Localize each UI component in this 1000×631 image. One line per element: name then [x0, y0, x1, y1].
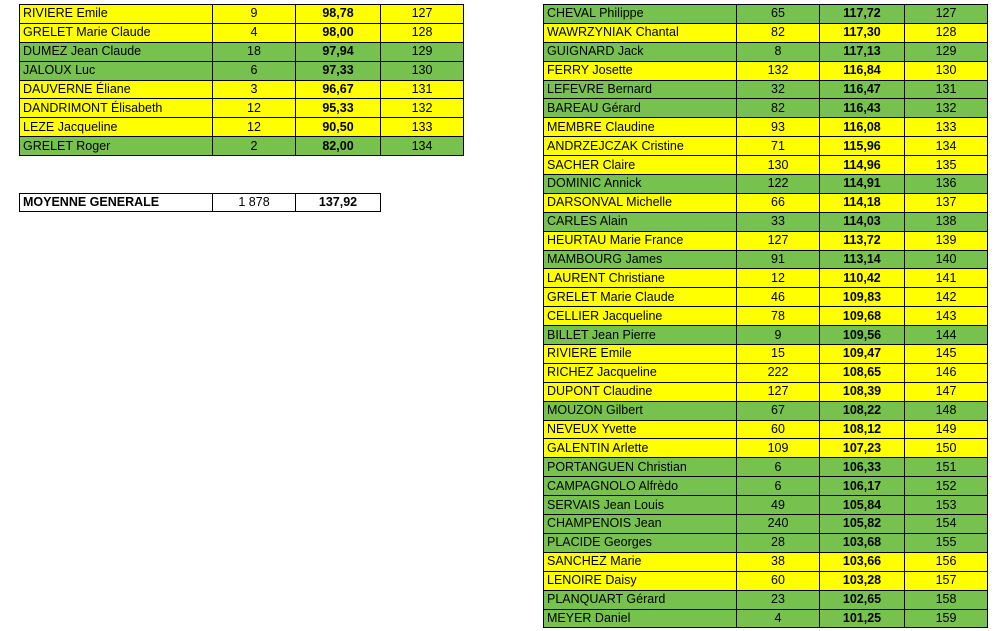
- table-row: [544, 212, 988, 231]
- participant-rank: 128: [905, 23, 988, 42]
- table-row: [544, 61, 988, 80]
- participant-count: 9: [737, 326, 820, 345]
- participant-score: 101,25: [820, 609, 905, 628]
- table-row: [544, 515, 988, 534]
- participant-rank: 142: [905, 288, 988, 307]
- participant-rank: 158: [905, 590, 988, 609]
- participant-rank: 130: [905, 61, 988, 80]
- participant-score: 106,17: [820, 477, 905, 496]
- participant-count: 78: [737, 307, 820, 326]
- participant-count: 32: [737, 80, 820, 99]
- participant-name: DANDRIMONT Élisabeth: [20, 99, 213, 118]
- table-row: [544, 382, 988, 401]
- participant-rank: 150: [905, 439, 988, 458]
- participant-rank: 157: [905, 571, 988, 590]
- participant-count: 122: [737, 175, 820, 194]
- participant-count: 18: [213, 42, 296, 61]
- participant-count: 109: [737, 439, 820, 458]
- participant-name: ANDRZEJCZAK Cristine: [544, 137, 737, 156]
- participant-count: 67: [737, 401, 820, 420]
- table-row: [544, 118, 988, 137]
- participant-score: 110,42: [820, 269, 905, 288]
- participant-name: GUIGNARD Jack: [544, 42, 737, 61]
- participant-rank: 146: [905, 363, 988, 382]
- participant-rank: 135: [905, 156, 988, 175]
- participant-rank: 144: [905, 326, 988, 345]
- participant-name: GRELET Marie Claude: [20, 23, 213, 42]
- participant-count: 12: [213, 118, 296, 137]
- participant-rank: 131: [381, 80, 464, 99]
- participant-score: 115,96: [820, 137, 905, 156]
- participant-score: 102,65: [820, 590, 905, 609]
- participant-count: 132: [737, 61, 820, 80]
- participant-score: 114,18: [820, 193, 905, 212]
- table-row: [544, 156, 988, 175]
- participant-name: GRELET Marie Claude: [544, 288, 737, 307]
- participant-rank: 133: [905, 118, 988, 137]
- table-row: [544, 307, 988, 326]
- participant-rank: 137: [905, 193, 988, 212]
- participant-score: 90,50: [296, 118, 381, 137]
- participant-score: 113,72: [820, 231, 905, 250]
- participant-count: 4: [737, 609, 820, 628]
- table-row: [544, 552, 988, 571]
- participant-name: SANCHEZ Marie: [544, 552, 737, 571]
- participant-rank: 134: [905, 137, 988, 156]
- participant-count: 91: [737, 250, 820, 269]
- participant-count: 12: [213, 99, 296, 118]
- participant-name: LEZE Jacqueline: [20, 118, 213, 137]
- participant-count: 65: [737, 5, 820, 24]
- table-row: [544, 458, 988, 477]
- summary-count: 1 878: [213, 194, 296, 212]
- participant-score: 98,00: [296, 23, 381, 42]
- participant-count: 28: [737, 533, 820, 552]
- participant-score: 106,33: [820, 458, 905, 477]
- table-row: [544, 363, 988, 382]
- participant-count: 71: [737, 137, 820, 156]
- table-row: [544, 533, 988, 552]
- participant-score: 109,83: [820, 288, 905, 307]
- participant-name: NEVEUX Yvette: [544, 420, 737, 439]
- table-row: [20, 42, 464, 61]
- participant-count: 60: [737, 420, 820, 439]
- right-ranking-table: [543, 4, 988, 628]
- table-row: [20, 137, 464, 156]
- participant-count: 46: [737, 288, 820, 307]
- summary-score: 137,92: [296, 194, 381, 212]
- participant-score: 97,33: [296, 61, 381, 80]
- participant-score: 96,67: [296, 80, 381, 99]
- participant-rank: 153: [905, 496, 988, 515]
- participant-name: CAMPAGNOLO Alfrèdo: [544, 477, 737, 496]
- table-row: [20, 80, 464, 99]
- participant-count: 82: [737, 99, 820, 118]
- participant-count: 9: [213, 5, 296, 24]
- participant-name: PORTANGUEN Christian: [544, 458, 737, 477]
- summary-row: [20, 194, 381, 212]
- participant-count: 33: [737, 212, 820, 231]
- participant-rank: 152: [905, 477, 988, 496]
- table-row: [20, 61, 464, 80]
- participant-rank: 156: [905, 552, 988, 571]
- participant-count: 6: [213, 61, 296, 80]
- participant-name: JALOUX Luc: [20, 61, 213, 80]
- table-row: [544, 326, 988, 345]
- participant-name: DARSONVAL Michelle: [544, 193, 737, 212]
- table-row: [544, 345, 988, 364]
- table-row: [544, 496, 988, 515]
- table-row: [544, 401, 988, 420]
- right-ranking-body: [544, 5, 988, 628]
- participant-score: 116,08: [820, 118, 905, 137]
- participant-name: MAMBOURG James: [544, 250, 737, 269]
- participant-rank: 145: [905, 345, 988, 364]
- participant-rank: 149: [905, 420, 988, 439]
- table-row: [544, 193, 988, 212]
- participant-count: 60: [737, 571, 820, 590]
- participant-name: LEFEVRE Bernard: [544, 80, 737, 99]
- participant-count: 222: [737, 363, 820, 382]
- participant-name: SERVAIS Jean Louis: [544, 496, 737, 515]
- participant-rank: 130: [381, 61, 464, 80]
- participant-rank: 127: [381, 5, 464, 24]
- participant-name: WAWRZYNIAK Chantal: [544, 23, 737, 42]
- participant-score: 116,43: [820, 99, 905, 118]
- participant-name: CHEVAL Philippe: [544, 5, 737, 24]
- participant-name: MEYER Daniel: [544, 609, 737, 628]
- table-row: [544, 80, 988, 99]
- participant-name: GALENTIN Arlette: [544, 439, 737, 458]
- table-row: [544, 477, 988, 496]
- participant-count: 23: [737, 590, 820, 609]
- participant-name: CELLIER Jacqueline: [544, 307, 737, 326]
- participant-rank: 155: [905, 533, 988, 552]
- left-ranking-body: [20, 5, 464, 156]
- participant-score: 108,12: [820, 420, 905, 439]
- summary-label: MOYENNE GENERALE: [20, 194, 213, 212]
- table-row: [544, 42, 988, 61]
- participant-rank: 132: [905, 99, 988, 118]
- table-row: [20, 118, 464, 137]
- table-row: [544, 590, 988, 609]
- participant-rank: 148: [905, 401, 988, 420]
- table-row: [544, 23, 988, 42]
- participant-score: 117,72: [820, 5, 905, 24]
- participant-name: RIVIERE Emile: [544, 345, 737, 364]
- participant-rank: 141: [905, 269, 988, 288]
- participant-name: CHAMPENOIS Jean: [544, 515, 737, 534]
- table-row: [544, 231, 988, 250]
- participant-score: 103,68: [820, 533, 905, 552]
- participant-count: 127: [737, 231, 820, 250]
- participant-count: 8: [737, 42, 820, 61]
- participant-score: 109,56: [820, 326, 905, 345]
- participant-score: 113,14: [820, 250, 905, 269]
- participant-count: 130: [737, 156, 820, 175]
- participant-count: 240: [737, 515, 820, 534]
- participant-count: 49: [737, 496, 820, 515]
- participant-rank: 136: [905, 175, 988, 194]
- table-row: [544, 571, 988, 590]
- participant-rank: 128: [381, 23, 464, 42]
- table-row: [544, 175, 988, 194]
- participant-score: 103,28: [820, 571, 905, 590]
- table-row: [20, 23, 464, 42]
- participant-name: DOMINIC Annick: [544, 175, 737, 194]
- participant-rank: 140: [905, 250, 988, 269]
- participant-name: FERRY Josette: [544, 61, 737, 80]
- participant-count: 127: [737, 382, 820, 401]
- participant-rank: 139: [905, 231, 988, 250]
- participant-count: 15: [737, 345, 820, 364]
- participant-name: LAURENT Christiane: [544, 269, 737, 288]
- participant-score: 116,84: [820, 61, 905, 80]
- participant-score: 114,03: [820, 212, 905, 231]
- left-ranking-table: [19, 4, 464, 156]
- participant-score: 117,30: [820, 23, 905, 42]
- participant-rank: 134: [381, 137, 464, 156]
- participant-name: RICHEZ Jacqueline: [544, 363, 737, 382]
- table-row: [544, 420, 988, 439]
- participant-score: 105,82: [820, 515, 905, 534]
- table-row: [544, 137, 988, 156]
- participant-name: GRELET Roger: [20, 137, 213, 156]
- participant-rank: 131: [905, 80, 988, 99]
- participant-name: MEMBRE Claudine: [544, 118, 737, 137]
- participant-rank: 154: [905, 515, 988, 534]
- participant-score: 116,47: [820, 80, 905, 99]
- table-row: [20, 5, 464, 24]
- participant-count: 82: [737, 23, 820, 42]
- participant-name: DUPONT Claudine: [544, 382, 737, 401]
- participant-rank: 132: [381, 99, 464, 118]
- participant-name: PLACIDE Georges: [544, 533, 737, 552]
- participant-name: MOUZON Gilbert: [544, 401, 737, 420]
- participant-name: HEURTAU Marie France: [544, 231, 737, 250]
- participant-score: 108,22: [820, 401, 905, 420]
- participant-count: 3: [213, 80, 296, 99]
- table-row: [544, 250, 988, 269]
- participant-count: 66: [737, 193, 820, 212]
- participant-score: 114,96: [820, 156, 905, 175]
- participant-score: 82,00: [296, 137, 381, 156]
- participant-score: 95,33: [296, 99, 381, 118]
- participant-score: 108,39: [820, 382, 905, 401]
- participant-name: LENOIRE Daisy: [544, 571, 737, 590]
- participant-score: 97,94: [296, 42, 381, 61]
- participant-name: DUMEZ Jean Claude: [20, 42, 213, 61]
- participant-name: CARLES Alain: [544, 212, 737, 231]
- table-row: [544, 99, 988, 118]
- participant-rank: 143: [905, 307, 988, 326]
- participant-score: 117,13: [820, 42, 905, 61]
- participant-count: 2: [213, 137, 296, 156]
- table-row: [544, 269, 988, 288]
- participant-count: 6: [737, 477, 820, 496]
- participant-name: SACHER Claire: [544, 156, 737, 175]
- table-row: [544, 439, 988, 458]
- participant-count: 93: [737, 118, 820, 137]
- table-row: [544, 609, 988, 628]
- participant-name: PLANQUART Gérard: [544, 590, 737, 609]
- participant-score: 108,65: [820, 363, 905, 382]
- participant-count: 4: [213, 23, 296, 42]
- participant-score: 105,84: [820, 496, 905, 515]
- table-row: [544, 5, 988, 24]
- participant-rank: 159: [905, 609, 988, 628]
- participant-score: 103,66: [820, 552, 905, 571]
- participant-score: 98,78: [296, 5, 381, 24]
- summary-table: [19, 193, 381, 212]
- participant-count: 6: [737, 458, 820, 477]
- participant-rank: 129: [905, 42, 988, 61]
- participant-name: BAREAU Gérard: [544, 99, 737, 118]
- participant-rank: 133: [381, 118, 464, 137]
- participant-rank: 147: [905, 382, 988, 401]
- participant-name: DAUVERNE Éliane: [20, 80, 213, 99]
- participant-score: 109,68: [820, 307, 905, 326]
- participant-rank: 129: [381, 42, 464, 61]
- participant-count: 12: [737, 269, 820, 288]
- participant-name: BILLET Jean Pierre: [544, 326, 737, 345]
- participant-rank: 138: [905, 212, 988, 231]
- participant-name: RIVIERE Emile: [20, 5, 213, 24]
- participant-score: 107,23: [820, 439, 905, 458]
- participant-rank: 127: [905, 5, 988, 24]
- participant-rank: 151: [905, 458, 988, 477]
- table-row: [544, 288, 988, 307]
- participant-count: 38: [737, 552, 820, 571]
- table-row: [20, 99, 464, 118]
- participant-score: 114,91: [820, 175, 905, 194]
- participant-score: 109,47: [820, 345, 905, 364]
